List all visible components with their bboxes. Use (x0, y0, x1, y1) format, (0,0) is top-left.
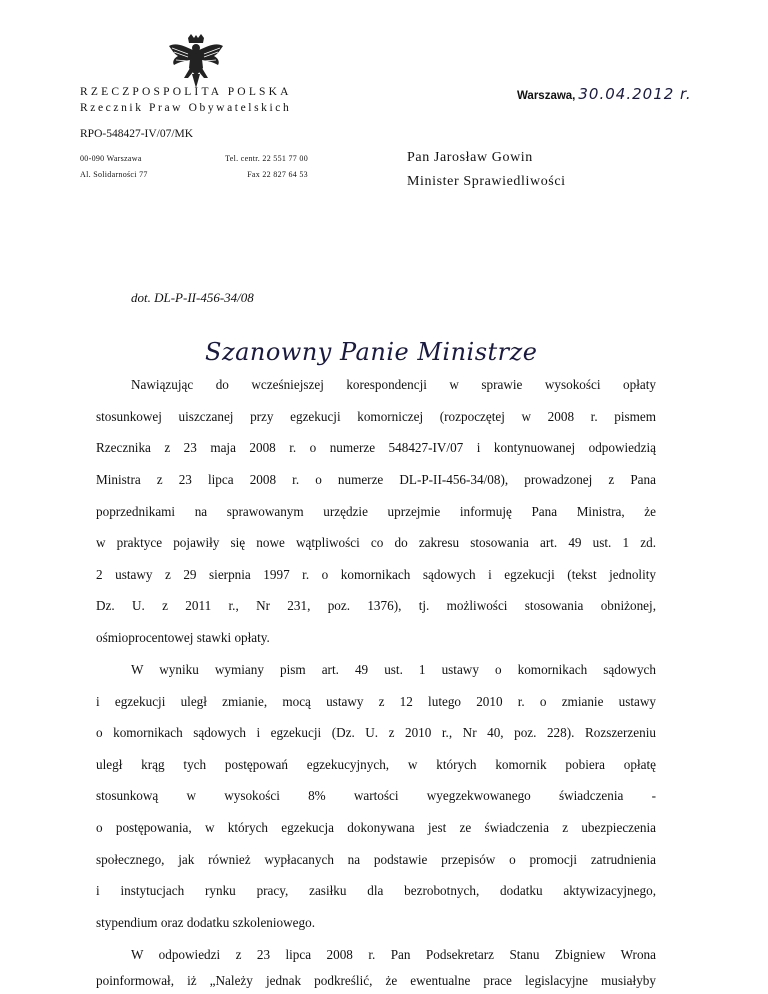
body-line: Nawiązując do wcześniejszej korespondencji w sprawie wysokości opłaty (131, 377, 656, 392)
case-reference: RPO-548427-IV/07/MK (80, 128, 194, 140)
body-line: ośmioprocentowej stawki opłaty. (96, 630, 270, 645)
body-line: o komornikach sądowych i egzekucji (Dz. U. z 2010 r., Nr 40, poz. 228). Rozszerzeniu (96, 725, 656, 740)
address-line-2: Al. Solidarności 77 (80, 170, 148, 179)
handwritten-date: 30.04.2012 r. (578, 85, 692, 103)
body-line: W odpowiedzi z 23 lipca 2008 r. Pan Podsekretarz Stanu Zbigniew Wrona (131, 947, 656, 962)
body-line: stosunkowej uiszczanej przy egzekucji komorniczej (rozpoczętej w 2008 r. pismem (96, 409, 656, 424)
polish-eagle-emblem-icon (166, 34, 226, 92)
org-subtitle: Rzecznik Praw Obywatelskich (80, 102, 292, 114)
body-line: i instytucjach rynku pracy, zasiłku dla bezrobotnych, dodatku aktywizacyjnego, (96, 883, 656, 898)
address-line-1: 00-090 Warszawa (80, 154, 142, 163)
body-line: o postępowania, w których egzekucja dokonywana jest ze świadczenia z ubezpieczenia (96, 820, 656, 835)
recipient-title: Minister Sprawiedliwości (407, 174, 566, 189)
place: Warszawa, (517, 90, 576, 102)
recipient-name: Pan Jarosław Gowin (407, 150, 533, 165)
body-line: w praktyce pojawiły się nowe wątpliwości co do zakresu stosowania art. 49 ust. 1 zd. (96, 535, 656, 550)
body-line: i egzekucji uległ zmianie, mocą ustawy z 12 lutego 2010 r. o zmianie ustawy (96, 694, 656, 709)
body-line: 2 ustawy z 29 sierpnia 1997 r. o komornikach sądowych i egzekucji (tekst jednolity (96, 567, 656, 582)
body-line: stosunkową w wysokości 8% wartości wyegzekwowanego świadczenia - (96, 788, 656, 803)
body-line: uległ krąg tych postępowań egzekucyjnych, w których komornik pobiera opłatę (96, 757, 656, 772)
body-line: poinformował, iż „Należy jednak podkreślić, że ewentualne prace legislacyjne musiałyby (96, 973, 656, 988)
place-date (517, 85, 692, 104)
body-line: społecznego, jak również wypłacanych na podstawie przepisów o promocji zatrudnienia (96, 852, 656, 867)
body-line: W wyniku wymiany pism art. 49 ust. 1 ustawy o komornikach sądowych (131, 662, 656, 677)
body-line: poprzednikami na sprawowanym urzędzie uprzejmie informuję Pana Ministra, że (96, 504, 656, 519)
letter-reference: dot. DL-P-II-456-34/08 (131, 290, 254, 305)
org-name: RZECZPOSPOLITA POLSKA (80, 86, 292, 98)
body-line: stypendium oraz dodatku szkoleniowego. (96, 915, 316, 930)
phone-number: Tel. centr. 22 551 77 00 (225, 154, 308, 163)
handwritten-salutation: Szanowny Panie Ministrze (205, 338, 538, 366)
body-line: Rzecznika z 23 maja 2008 r. o numerze 548427-IV/07 i kontynuowanej odpowiedzią (96, 440, 656, 455)
body-line: Dz. U. z 2011 r., Nr 231, poz. 1376), tj. możliwości stosowania obniżonej, (96, 598, 656, 613)
fax-number: Fax 22 827 64 53 (247, 170, 308, 179)
body-line: Ministra z 23 lipca 2008 r. o numerze DL-P-II-456-34/08), prowadzonej z Pana (96, 472, 656, 487)
